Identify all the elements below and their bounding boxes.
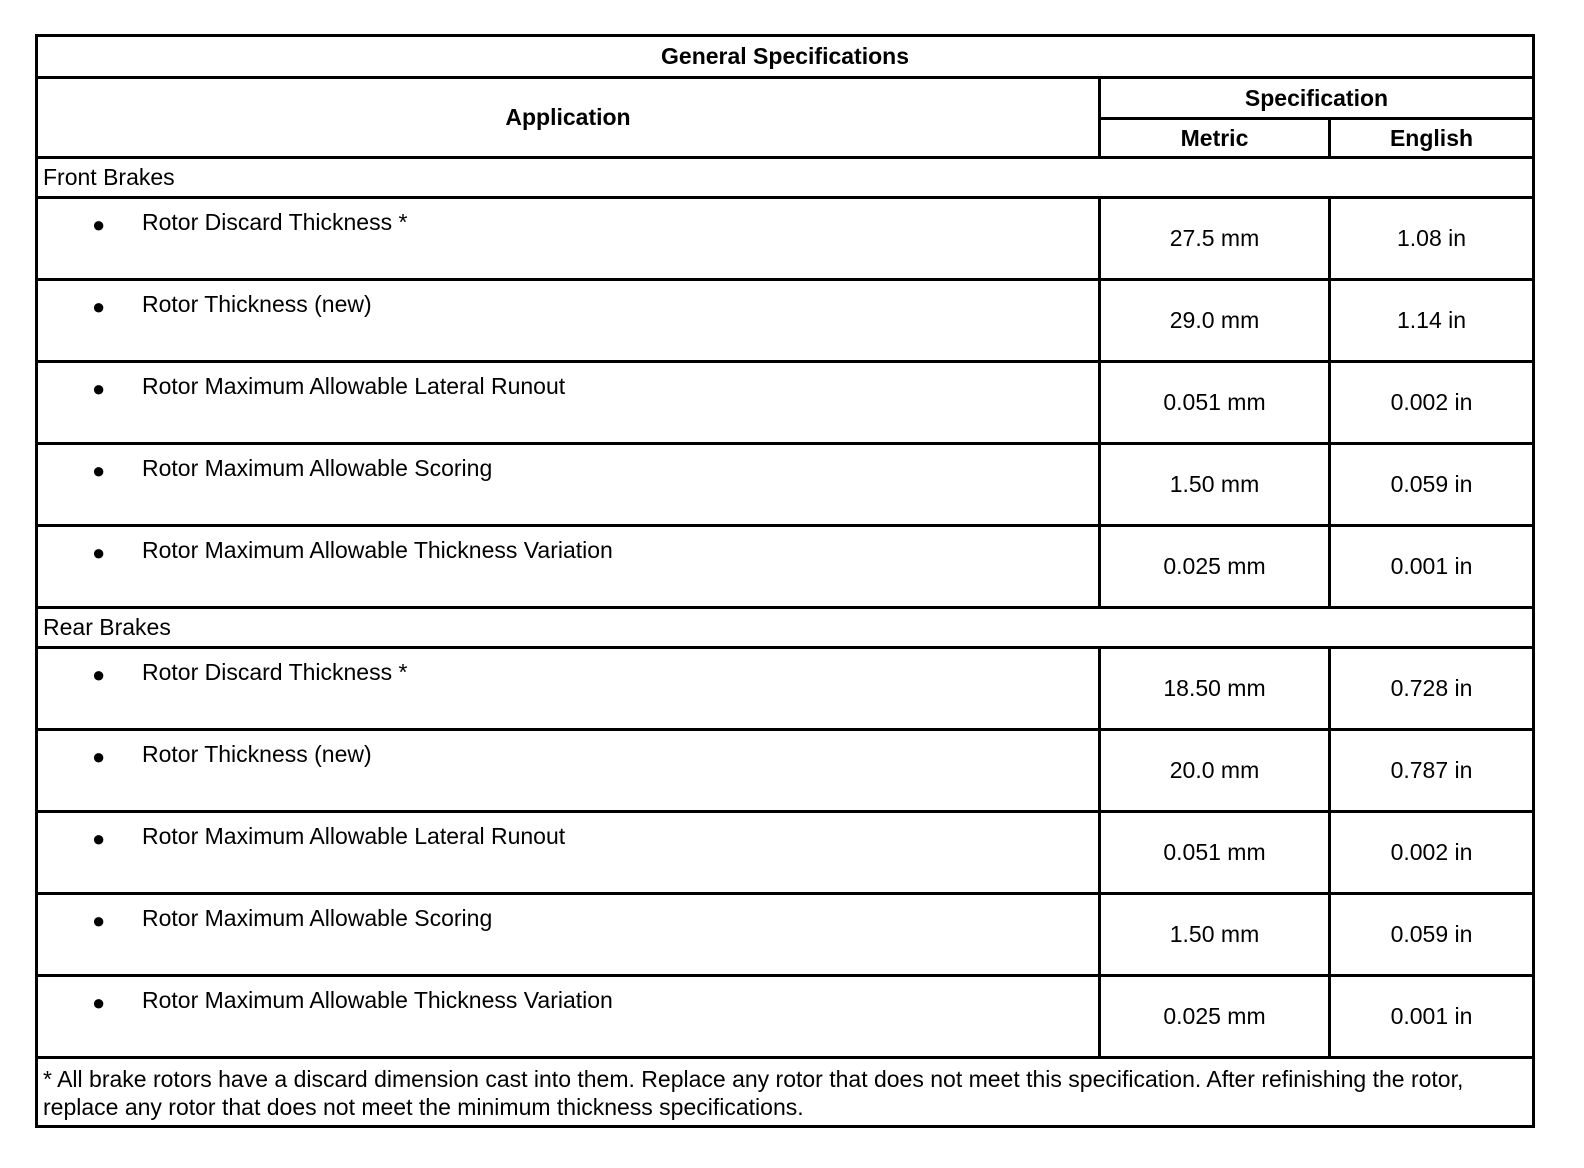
english-value: 0.059 in [1330, 894, 1534, 976]
header-application: Application [37, 78, 1100, 158]
item-label: Rotor Maximum Allowable Scoring [142, 455, 493, 481]
item-label: Rotor Maximum Allowable Lateral Runout [142, 373, 566, 399]
application-cell [37, 730, 1100, 812]
table-row [37, 894, 1534, 976]
table-title: General Specifications [37, 36, 1534, 78]
application-cell [37, 648, 1100, 730]
bullet-icon: ● [92, 376, 106, 401]
item-label: Rotor Maximum Allowable Thickness Variation [142, 987, 613, 1013]
bullet-icon: ● [92, 458, 106, 483]
english-value: 0.787 in [1330, 730, 1534, 812]
bullet-icon: ● [92, 826, 106, 851]
metric-value: 18.50 mm [1100, 648, 1330, 730]
application-cell [37, 444, 1100, 526]
bullet-icon: ● [92, 540, 106, 565]
english-value: 0.059 in [1330, 444, 1534, 526]
item-label: Rotor Maximum Allowable Lateral Runout [142, 823, 566, 849]
header-english: English [1330, 119, 1534, 158]
item-label: Rotor Thickness (new) [142, 741, 372, 767]
metric-value: 0.051 mm [1100, 812, 1330, 894]
bullet-icon: ● [92, 908, 106, 933]
metric-value: 1.50 mm [1100, 444, 1330, 526]
bullet-icon: ● [92, 662, 106, 687]
general-specifications-table [35, 34, 1535, 1128]
item-label: Rotor Thickness (new) [142, 291, 372, 317]
metric-value: 1.50 mm [1100, 894, 1330, 976]
metric-value: 29.0 mm [1100, 280, 1330, 362]
english-value: 1.14 in [1330, 280, 1534, 362]
application-cell [37, 198, 1100, 280]
metric-value: 0.051 mm [1100, 362, 1330, 444]
section-rear-brakes: Rear Brakes [37, 608, 1534, 648]
table-row [37, 198, 1534, 280]
table-row [37, 526, 1534, 608]
table-row [37, 362, 1534, 444]
metric-value: 20.0 mm [1100, 730, 1330, 812]
item-label: Rotor Discard Thickness * [142, 659, 408, 685]
english-value: 0.728 in [1330, 648, 1534, 730]
application-cell [37, 812, 1100, 894]
header-specification: Specification [1100, 78, 1534, 119]
metric-value: 27.5 mm [1100, 198, 1330, 280]
header-metric: Metric [1100, 119, 1330, 158]
application-cell [37, 362, 1100, 444]
application-cell [37, 280, 1100, 362]
english-value: 0.001 in [1330, 976, 1534, 1058]
english-value: 0.002 in [1330, 362, 1534, 444]
english-value: 0.002 in [1330, 812, 1534, 894]
item-label: Rotor Discard Thickness * [142, 209, 408, 235]
application-cell [37, 894, 1100, 976]
section-front-brakes: Front Brakes [37, 158, 1534, 198]
table-row [37, 730, 1534, 812]
english-value: 0.001 in [1330, 526, 1534, 608]
item-label: Rotor Maximum Allowable Scoring [142, 905, 493, 931]
table-row [37, 280, 1534, 362]
footnote: * All brake rotors have a discard dimension cast into them. Replace any rotor that does not meet this specification. After refinishing the rotor, replace any rotor that does not meet the minimum thickness specifications. [37, 1058, 1534, 1127]
bullet-icon: ● [92, 990, 106, 1015]
bullet-icon: ● [92, 294, 106, 319]
table-row [37, 976, 1534, 1058]
application-cell [37, 526, 1100, 608]
english-value: 1.08 in [1330, 198, 1534, 280]
metric-value: 0.025 mm [1100, 526, 1330, 608]
bullet-icon: ● [92, 212, 106, 237]
bullet-icon: ● [92, 744, 106, 769]
table-row [37, 444, 1534, 526]
table-row [37, 648, 1534, 730]
application-cell [37, 976, 1100, 1058]
table-row [37, 812, 1534, 894]
item-label: Rotor Maximum Allowable Thickness Variation [142, 537, 613, 563]
metric-value: 0.025 mm [1100, 976, 1330, 1058]
